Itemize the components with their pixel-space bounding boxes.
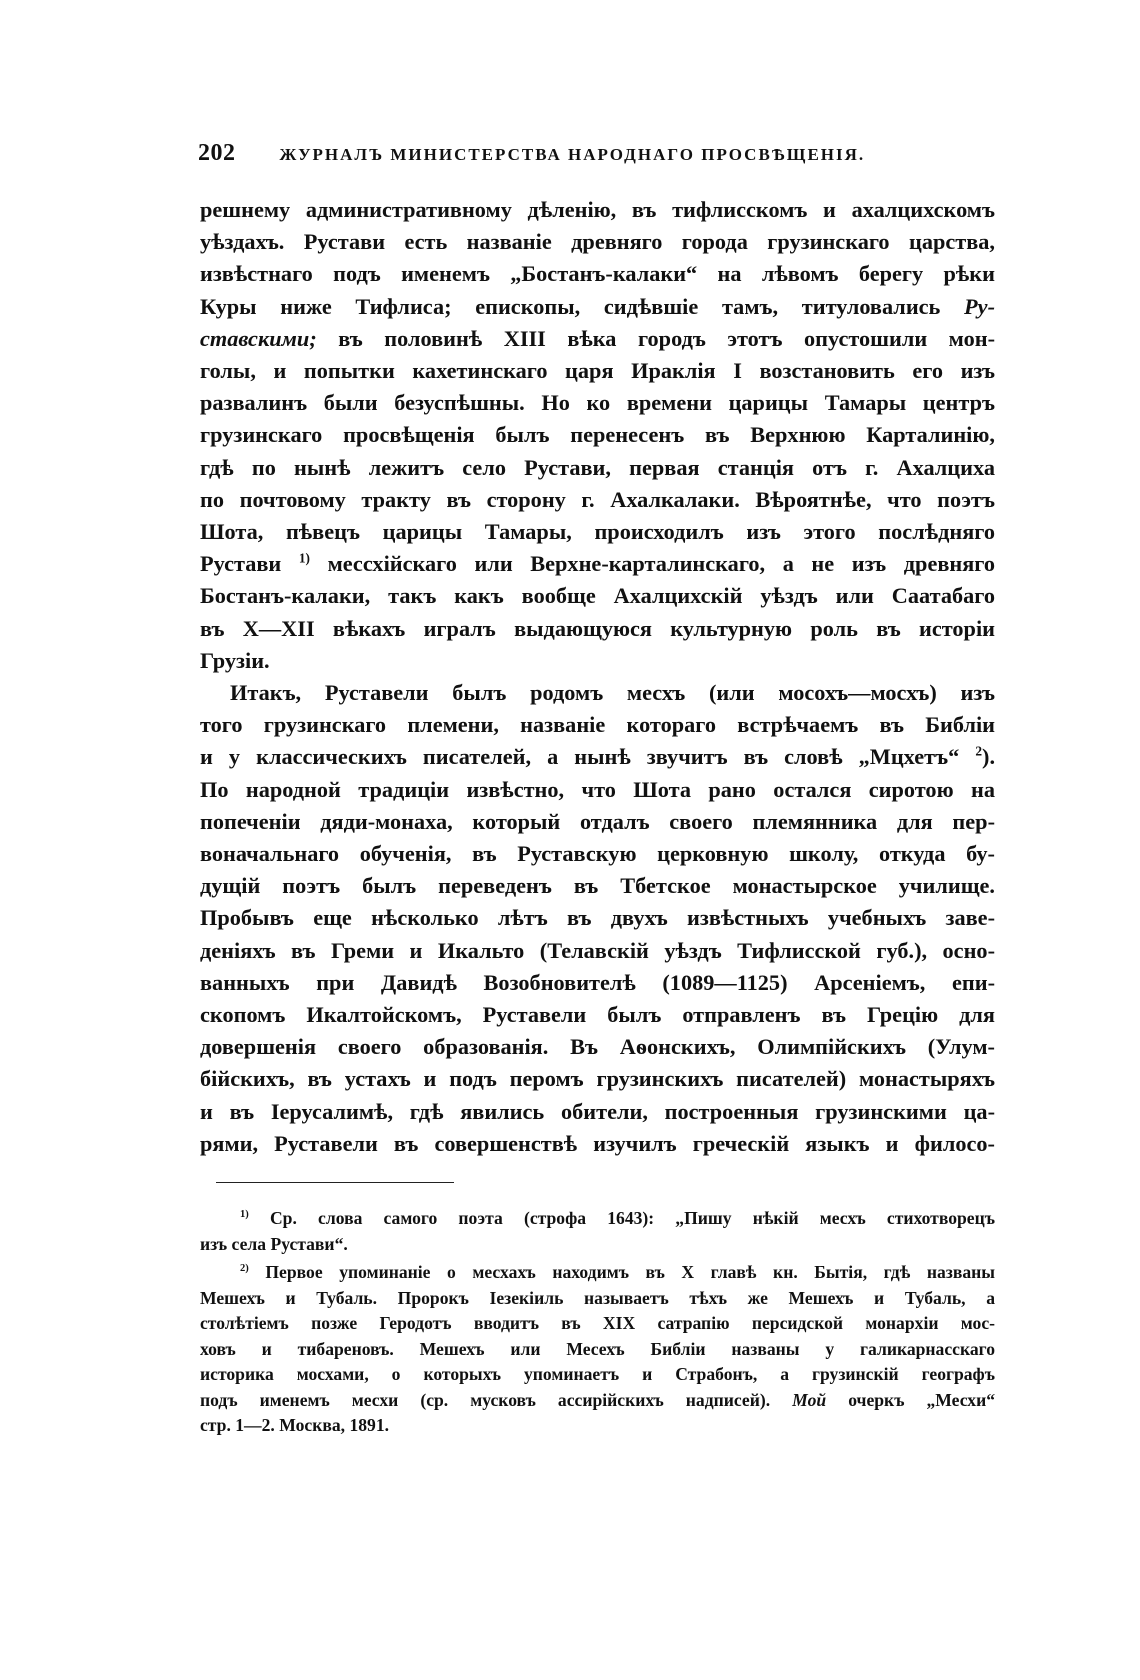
- footnote-line: [200, 1206, 995, 1232]
- text-line-content: уѣздахъ. Рустави есть названіе древняго города грузинскаго царства,: [200, 229, 995, 255]
- footnote-line: [200, 1232, 995, 1258]
- text-line-content: въ половинѣ XIII вѣка городъ этотъ опустошили мон-: [338, 325, 995, 351]
- text-line: [200, 291, 995, 323]
- text-line-content: и въ Іерусалимѣ, гдѣ явились обители, построенныя грузинскими ца-: [200, 1098, 995, 1124]
- text-line-content: развалинъ были безуспѣшны. Но ко времени царицы Тамары центръ: [200, 390, 995, 416]
- text-line-content: деніяхъ въ Греми и Икальто (Телавскій уѣздъ Тифлисской губ.), осно-: [200, 937, 995, 963]
- footnote-line: [200, 1260, 995, 1286]
- page-number: 202: [198, 140, 236, 166]
- text-line-content: Шота, пѣвецъ царицы Тамары, происходилъ изъ этого послѣдняго: [200, 519, 995, 545]
- text-line-content: воначальнаго обученія, въ Руставскую церковную школу, откуда бу-: [200, 841, 995, 867]
- footnote-number: 1: [240, 1209, 246, 1221]
- text-line: [200, 645, 995, 677]
- main-text: [200, 194, 995, 1160]
- running-title: ЖУРНАЛЪ МИНИСТЕРСТВА НАРОДНАГО ПРОСВѢЩЕНІЯ.: [279, 145, 866, 164]
- text-line-content: ).: [982, 744, 996, 770]
- footnote-text: подъ именемъ месхи (ср. мусковъ ассирійскихъ надписей).: [200, 1389, 771, 1410]
- text-line: [200, 452, 995, 484]
- text-line: [200, 870, 995, 902]
- footnote-divider: [216, 1182, 454, 1183]
- text-line-content: Пробывъ еще нѣсколько лѣтъ въ двухъ извѣстныхъ учебныхъ заве-: [200, 905, 995, 931]
- text-line: [200, 806, 995, 838]
- footnote-text: ховъ и тибареновъ. Мешехъ или Месехъ Библіи названы у галикарнасскаго: [200, 1338, 995, 1359]
- text-line: [200, 258, 995, 290]
- text-line: [200, 935, 995, 967]
- text-line: [200, 774, 995, 806]
- footnote-number: 2: [240, 1263, 246, 1275]
- footnote-marker: 2): [240, 1263, 249, 1275]
- text-line-content: Итакъ, Руставели былъ родомъ месхъ (или мосохъ—мосхъ) изъ: [230, 680, 995, 706]
- italic-text: ставскими;: [200, 325, 317, 351]
- text-line-content: Рустави: [200, 551, 282, 577]
- text-line: [200, 516, 995, 548]
- footnote-2: [200, 1260, 995, 1439]
- text-line-content: въ X—XII вѣкахъ игралъ выдающуюся культурную роль въ исторіи: [200, 615, 995, 641]
- text-line: [200, 1063, 995, 1095]
- footnote-text: стр. 1—2. Москва, 1891.: [200, 1415, 390, 1435]
- footnote-ref[interactable]: 1): [298, 550, 310, 566]
- text-line: [200, 548, 995, 580]
- text-line: [200, 613, 995, 645]
- footnote-text: столѣтіемъ позже Геродотъ вводитъ въ XIX сатрапію персидской монархіи мос-: [200, 1313, 995, 1333]
- text-line-content: и у классическихъ писателей, а нынѣ звучитъ въ словѣ „Мцхетъ“: [200, 744, 960, 770]
- text-line-content: того грузинскаго племени, названіе котораго встрѣчаемъ въ Библіи: [200, 712, 995, 738]
- text-line: [200, 741, 995, 773]
- italic-text: Ру-: [964, 293, 995, 319]
- text-line-content: Бостанъ-калаки, такъ какъ вообще Ахалцихскій уѣздъ или Саатабаго: [200, 583, 995, 609]
- text-line-content: по почтовому тракту въ сторону г. Ахалкалаки. Вѣроятнѣе, что поэтъ: [200, 486, 995, 512]
- italic-text: Мой: [792, 1389, 827, 1410]
- text-line-content: довершенія своего образованія. Въ Аѳонскихъ, Олимпійскихъ (Улум-: [200, 1034, 995, 1060]
- footnotes: [200, 1206, 995, 1442]
- text-line: [200, 967, 995, 999]
- text-line: [200, 484, 995, 516]
- footnote-ref-number: 1: [298, 550, 306, 566]
- text-line: [200, 1096, 995, 1128]
- footnote-ref[interactable]: [975, 744, 982, 759]
- footnote-line: [200, 1311, 995, 1337]
- text-line: [200, 387, 995, 419]
- footnote-text: историка мосхами, о которыхъ упоминаетъ и Страбонъ, а грузинскій географъ: [200, 1364, 995, 1384]
- footnote-line: [200, 1362, 995, 1388]
- footnote-line: [200, 1286, 995, 1312]
- footnote-marker: 1): [240, 1209, 249, 1221]
- text-line-content: рями, Руставели въ совершенствѣ изучилъ греческій языкъ и филосо-: [200, 1130, 995, 1156]
- footnote-line: [200, 1337, 995, 1363]
- footnote-ref-number: 2: [975, 744, 983, 760]
- text-line: [200, 419, 995, 451]
- text-line: [200, 1031, 995, 1063]
- text-line-content: ванныхъ при Давидѣ Возобновителѣ (1089—1125) Арсеніемъ, епи-: [200, 969, 995, 995]
- text-line-content: попеченіи дяди-монаха, который отдалъ своего племянника для пер-: [200, 808, 995, 834]
- text-line: [200, 999, 995, 1031]
- text-line: [200, 323, 995, 355]
- footnote-text: очеркъ „Месхи“: [848, 1389, 995, 1410]
- footnote-text: Первое упоминаніе о месхахъ находимъ въ X главѣ кн. Бытія, гдѣ названы: [265, 1262, 995, 1282]
- text-line-content: гдѣ по нынѣ лежитъ село Рустави, первая станція отъ г. Ахалциха: [200, 454, 995, 480]
- text-line-content: дущій поэтъ былъ переведенъ въ Тбетское монастырское училище.: [200, 873, 995, 899]
- text-line: [200, 580, 995, 612]
- footnote-text: изъ села Рустави“.: [200, 1233, 348, 1254]
- text-line: [200, 902, 995, 934]
- text-line: [200, 709, 995, 741]
- page-header: [198, 140, 998, 180]
- text-line: [200, 226, 995, 258]
- text-line-content: Куры ниже Тифлиса; епископы, сидѣвшіе тамъ, титуловались: [200, 293, 941, 319]
- text-line-content: мессхійскаго или Верхне-карталинскаго, а не изъ древняго: [327, 551, 996, 577]
- text-line-content: По народной традиціи извѣстно, что Шота рано остался сиротою на: [200, 776, 995, 802]
- text-line-content: бійскихъ, въ устахъ и подъ перомъ грузинскихъ писателей) монастыряхъ: [200, 1066, 995, 1092]
- footnote-line: [200, 1413, 995, 1439]
- text-line-content: Грузіи.: [200, 647, 270, 673]
- text-line-content: извѣстнаго подъ именемъ „Бостанъ-калаки“ на лѣвомъ берегу рѣки: [200, 261, 995, 287]
- footnote-1: [200, 1206, 995, 1257]
- text-line-content: решнему административному дѣленію, въ тифлисскомъ и ахалцихскомъ: [200, 197, 995, 222]
- footnote-text: Мешехъ и Тубаль. Пророкъ Іезекіиль называетъ тѣхъ же Мешехъ и Тубаль, а: [200, 1287, 995, 1308]
- footnote-line: [200, 1388, 995, 1414]
- text-line-content: скопомъ Икалтойскомъ, Руставели былъ отправленъ въ Грецію для: [200, 1002, 995, 1028]
- text-line: [200, 838, 995, 870]
- text-line: [200, 355, 995, 387]
- footnote-text: Ср. слова самого поэта (строфа 1643): „Пишу нѣкій месхъ стихотворецъ: [269, 1208, 995, 1228]
- text-line-content: грузинскаго просвѣщенія былъ перенесенъ въ Верхнюю Карталинію,: [200, 422, 995, 448]
- text-line: [200, 1128, 995, 1160]
- text-line: [200, 677, 995, 709]
- text-line-content: голы, и попытки кахетинскаго царя Ираклія I возстановить его изъ: [200, 358, 995, 384]
- text-line: [200, 194, 995, 226]
